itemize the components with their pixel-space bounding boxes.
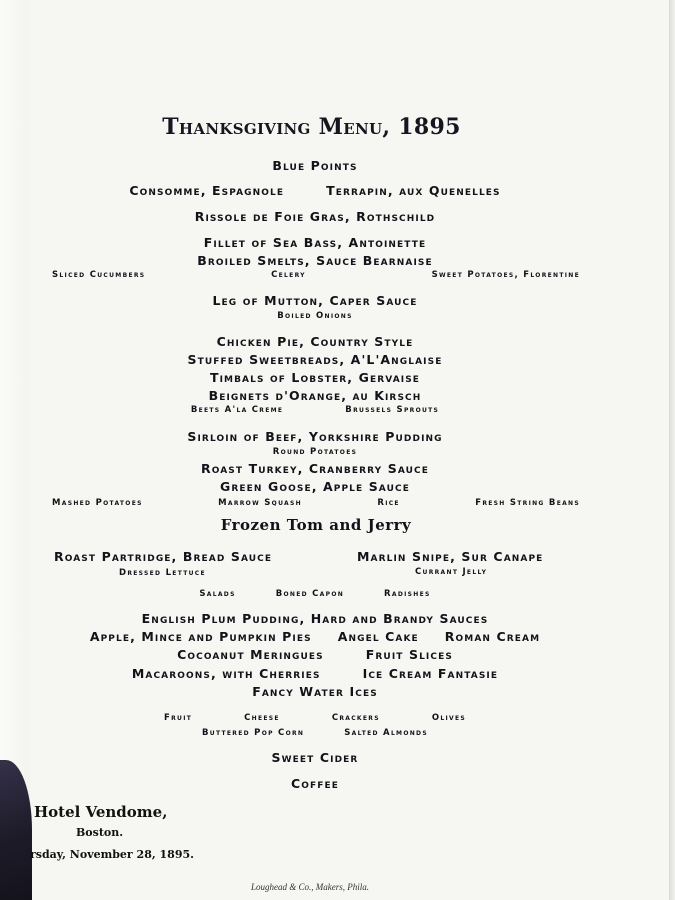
menu-sides-row: [52, 270, 580, 280]
menu-side: Salted Almonds: [344, 728, 428, 738]
menu-item: Roast Partridge, Bread Sauce: [54, 549, 273, 564]
menu-side: Boiled Onions: [277, 311, 353, 321]
menu-sides-row: [0, 589, 630, 599]
menu-item: Beignets d'Orange, au Kirsch: [208, 388, 422, 403]
menu-side: Mashed Potatoes: [52, 498, 143, 508]
menu-side: Beets A'la Creme: [190, 405, 284, 415]
menu-item: Fruit Slices: [365, 647, 453, 662]
menu-side: Fresh String Beans: [475, 498, 580, 508]
hotel-name: Hotel Vendome,: [34, 803, 168, 821]
menu-item: Ice Cream Fantasie: [362, 666, 499, 681]
menu-side: Olives: [431, 713, 466, 723]
menu-row: [0, 183, 630, 198]
menu-item: Stuffed Sweetbreads, A'L'Anglaise: [187, 352, 443, 367]
menu-sides-row: [0, 405, 630, 415]
menu-item: English Plum Pudding, Hard and Brandy Sauces: [141, 611, 489, 626]
menu-side: Brussels Sprouts: [345, 405, 440, 415]
menu-side: Fruit: [164, 713, 193, 723]
menu-row: [0, 647, 630, 662]
menu-item: Green Goose, Apple Sauce: [220, 479, 410, 494]
menu-side: Round Potatoes: [272, 447, 358, 457]
menu-item: Fillet of Sea Bass, Antoinette: [203, 235, 427, 250]
menu-item: Sweet Cider: [271, 750, 359, 765]
menu-side: Rice: [377, 498, 400, 508]
hotel-city: Boston.: [76, 826, 124, 839]
menu-side: Sweet Potatoes, Florentine: [431, 270, 580, 280]
menu-item: Sirloin of Beef, Yorkshire Pudding: [187, 429, 443, 444]
menu-row: [0, 629, 630, 644]
menu-side: Celery: [271, 270, 306, 280]
menu-item: Angel Cake: [337, 629, 419, 644]
menu-side: Salads: [199, 589, 236, 599]
menu-sides-row: [52, 498, 580, 508]
menu-title: Thanksgiving Menu, 1895: [162, 114, 461, 140]
menu-date: rsday, November 28, 1895.: [30, 848, 194, 861]
menu-item: Blue Points: [272, 158, 358, 173]
menu-side: Cheese: [244, 713, 280, 723]
menu-item: Fancy Water Ices: [252, 684, 378, 699]
menu-item: Roast Turkey, Cranberry Sauce: [201, 461, 429, 476]
menu-row: [0, 666, 630, 681]
menu-item: Apple, Mince and Pumpkin Pies: [89, 629, 312, 644]
menu-side: Crackers: [331, 713, 380, 723]
menu-side: Dressed Lettuce: [119, 568, 206, 578]
menu-item: Consomme, Espagnole: [129, 183, 285, 198]
menu-item: Roman Cream: [444, 629, 541, 644]
menu-side: Radishes: [384, 589, 431, 599]
menu-item: Timbals of Lobster, Gervaise: [209, 370, 421, 385]
page-edge: [669, 0, 675, 900]
menu-sides-row: [0, 713, 630, 723]
menu-punch-course: Frozen Tom and Jerry: [220, 516, 412, 534]
printer-credit: Loughead & Co., Makers, Phila.: [251, 882, 369, 892]
menu-side: Sliced Cucumbers: [52, 270, 146, 280]
menu-item: Leg of Mutton, Caper Sauce: [212, 293, 418, 308]
menu-item: Terrapin, aux Quenelles: [326, 183, 501, 198]
menu-item: Chicken Pie, Country Style: [216, 334, 414, 349]
menu-side: Boned Capon: [275, 589, 345, 599]
menu-side: Buttered Pop Corn: [202, 728, 305, 738]
menu-item: Marlin Snipe, Sur Canape: [357, 549, 544, 564]
menu-item: Broiled Smelts, Sauce Bearnaise: [197, 253, 433, 268]
menu-item: Coffee: [290, 776, 340, 791]
menu-side: Currant Jelly: [415, 567, 488, 577]
menu-item: Cocoanut Meringues: [177, 647, 324, 662]
menu-item: Macaroons, with Cherries: [131, 666, 321, 681]
menu-sides-row: [0, 728, 630, 738]
menu-item: Rissole de Foie Gras, Rothschild: [194, 209, 436, 224]
menu-side: Marrow Squash: [218, 498, 302, 508]
